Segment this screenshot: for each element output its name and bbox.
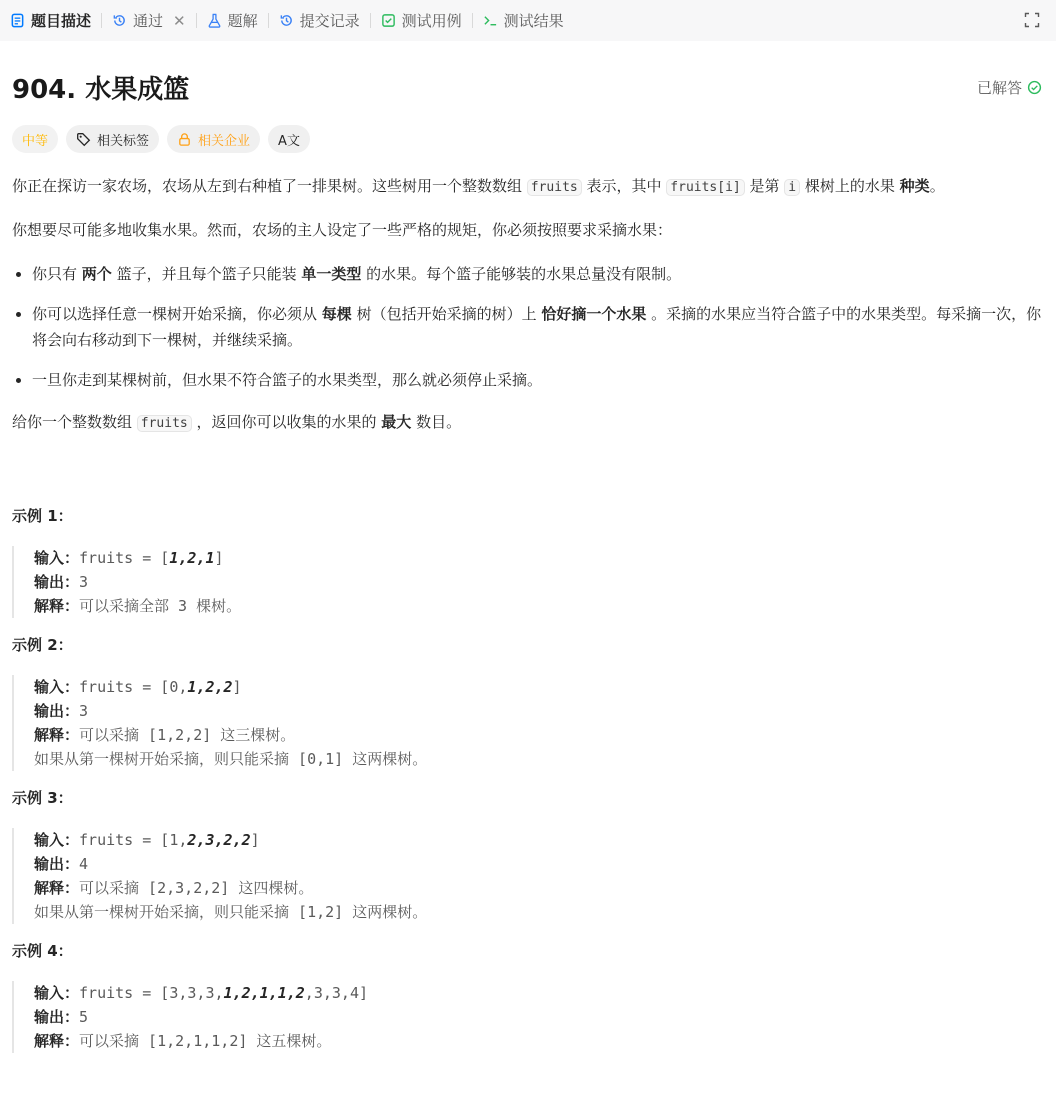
tab-bar (0, 0, 1056, 41)
desc-text: 。采摘的水果应当符合篮子中的水果类型。每采摘一次，你将会向右移动到下一棵树，并继续采摘。 (32, 305, 1042, 349)
example-input (34, 828, 1044, 852)
explain-label: 解释： (34, 879, 80, 897)
desc-text: 你只有 (32, 265, 82, 283)
problem-content (0, 71, 1056, 1053)
example-input (34, 981, 1044, 1005)
tab-submissions-label: 提交记录 (299, 12, 360, 30)
list-item (32, 261, 1044, 287)
list-item: • 一旦你走到某棵树前，但水果不符合篮子的水果类型，那么就必须停止采摘。 (32, 367, 1044, 393)
lock-icon (177, 132, 192, 147)
close-icon[interactable]: ✕ (173, 11, 186, 30)
check-circle-icon (1027, 80, 1042, 95)
input-text: fruits = [ (79, 984, 170, 1002)
input-label: 输入： (34, 678, 80, 696)
explain-text: 可以采摘 [1,2,2] 这三棵树。 (79, 726, 296, 744)
explain-text: 可以采摘 [2,3,2,2] 这四棵树。 (79, 879, 314, 897)
rules-list (12, 261, 1044, 393)
example-input (34, 546, 1044, 570)
example-block (12, 828, 1044, 924)
translate-button[interactable] (268, 125, 310, 153)
input-emphasis: 2,3,2,2 (187, 831, 251, 849)
tab-divider (268, 13, 269, 28)
desc-bold: 最大 (381, 413, 412, 431)
example-explain (34, 594, 1044, 618)
desc-text: ，返回你可以收集的水果的 (191, 413, 382, 431)
example-output (34, 1005, 1044, 1029)
explain-label: 解释： (34, 726, 80, 744)
inline-code: i (784, 179, 800, 196)
input-emphasis: 1,2,1,1,2 (223, 984, 305, 1002)
input-label: 输入： (34, 831, 80, 849)
example-extra: 如果从第一棵树开始采摘，则只能采摘 [0,1] 这两棵树。 (34, 750, 428, 768)
output-value: 3 (79, 702, 89, 720)
tab-solutions[interactable] (207, 10, 258, 31)
desc-bold: 每棵 (321, 305, 352, 323)
tab-divider (196, 13, 197, 28)
desc-bold: 单一类型 (301, 265, 362, 283)
input-text: fruits = [ (79, 678, 170, 696)
problem-title: 904. 水果成篮 (12, 74, 190, 105)
input-emphasis: 1,2,1 (169, 549, 215, 567)
difficulty-badge: 中等 (12, 125, 58, 153)
desc-bold: 两个 (81, 265, 112, 283)
output-label: 输出： (34, 855, 80, 873)
example-title: 示例 2： (12, 636, 73, 654)
output-label: 输出： (34, 702, 80, 720)
tab-testresult[interactable] (483, 10, 564, 31)
example-block (12, 981, 1044, 1053)
desc-paragraph: 你想要尽可能多地收集水果。然而，农场的主人设定了一些严格的规矩，你必须按照要求采摘水果： (12, 221, 673, 239)
tab-description-label: 题目描述 (31, 12, 92, 30)
problem-description (12, 173, 1044, 437)
tab-divider (370, 13, 371, 28)
input-emphasis: 1,2,2 (187, 678, 233, 696)
example-explain (34, 1029, 1044, 1053)
tab-testcases[interactable] (381, 10, 462, 31)
example-title: 示例 1： (12, 507, 73, 525)
output-value: 5 (79, 1008, 89, 1026)
desc-text: 是第 (744, 177, 785, 195)
history-icon (279, 13, 294, 28)
title-row (12, 71, 1044, 103)
desc-text: 树（包括开始采摘的树）上 (351, 305, 542, 323)
tab-divider (472, 13, 473, 28)
translate-icon: A文 (278, 133, 300, 149)
explain-label: 解释： (34, 597, 80, 615)
tab-testcases-label: 测试用例 (401, 12, 462, 30)
input-text: fruits = [ (79, 549, 170, 567)
example-explain (34, 876, 1044, 900)
explain-text: 可以采摘全部 3 棵树。 (79, 597, 242, 615)
related-tags-button[interactable] (66, 125, 159, 153)
input-text: 1, (169, 831, 188, 849)
tab-divider (101, 13, 102, 28)
flask-icon (207, 13, 222, 28)
document-icon (10, 13, 25, 28)
inline-code: fruits[i] (666, 179, 744, 196)
inline-code: fruits (137, 415, 192, 432)
desc-text: 篮子，并且每个篮子只能装 (111, 265, 302, 283)
example-extra: 如果从第一棵树开始采摘，则只能采摘 [1,2] 这两棵树。 (34, 903, 428, 921)
terminal-icon (483, 13, 498, 28)
example-block (12, 675, 1044, 771)
example-output (34, 699, 1044, 723)
desc-text: 表示，其中 (581, 177, 667, 195)
input-text: ] (232, 678, 242, 696)
desc-text: 。 (929, 177, 945, 195)
output-label: 输出： (34, 1008, 80, 1026)
tab-passed-label: 通过 (133, 12, 164, 30)
related-companies-button[interactable] (167, 125, 260, 153)
solved-status (977, 77, 1042, 98)
output-value: 4 (79, 855, 89, 873)
explain-text: 可以采摘 [1,2,1,1,2] 这五棵树。 (79, 1032, 332, 1050)
input-text: ] (250, 831, 260, 849)
input-label: 输入： (34, 549, 80, 567)
fullscreen-icon[interactable] (1024, 12, 1040, 28)
example-input (34, 675, 1044, 699)
desc-bold: 种类 (899, 177, 930, 195)
input-text: 3,3,3, (169, 984, 224, 1002)
desc-text: 给你一个整数数组 (12, 413, 137, 431)
desc-text: 你可以选择任意一棵树开始采摘，你必须从 (32, 305, 322, 323)
input-text: 0, (169, 678, 188, 696)
input-text: fruits = [ (79, 831, 170, 849)
desc-text: 的水果。每个篮子能够装的水果总量没有限制。 (361, 265, 682, 283)
tab-submissions[interactable] (279, 10, 360, 31)
tab-passed[interactable] (112, 10, 186, 31)
example-explain (34, 723, 1044, 747)
example-title: 示例 4： (12, 942, 73, 960)
example-output (34, 570, 1044, 594)
desc-text: 数目。 (411, 413, 462, 431)
output-value: 3 (79, 573, 89, 591)
desc-paragraph (12, 173, 1044, 201)
tag-icon (76, 132, 91, 147)
solved-label: 已解答 (976, 78, 1022, 97)
tab-description[interactable] (10, 10, 91, 31)
input-text: ,3,3,4] (304, 984, 369, 1002)
history-icon (112, 13, 127, 28)
checkbox-icon (381, 13, 396, 28)
tab-solutions-label: 题解 (227, 12, 258, 30)
output-label: 输出： (34, 573, 80, 591)
example-title: 示例 3： (12, 789, 73, 807)
tag-row (12, 125, 1044, 153)
related-tags-label: 相关标签 (97, 133, 150, 149)
example-output (34, 852, 1044, 876)
desc-bold: 恰好摘一个水果 (541, 305, 647, 323)
input-label: 输入： (34, 984, 80, 1002)
desc-paragraph (12, 409, 1044, 437)
desc-text: 你正在探访一家农场，农场从左到右种植了一排果树。这些树用一个整数数组 (12, 177, 527, 195)
input-text: ] (214, 549, 224, 567)
explain-label: 解释： (34, 1032, 80, 1050)
related-companies-label: 相关企业 (198, 133, 251, 149)
desc-text: 棵树上的水果 (800, 177, 900, 195)
inline-code: fruits (527, 179, 582, 196)
tab-testresult-label: 测试结果 (503, 12, 564, 30)
example-block (12, 546, 1044, 618)
list-item (32, 301, 1044, 353)
